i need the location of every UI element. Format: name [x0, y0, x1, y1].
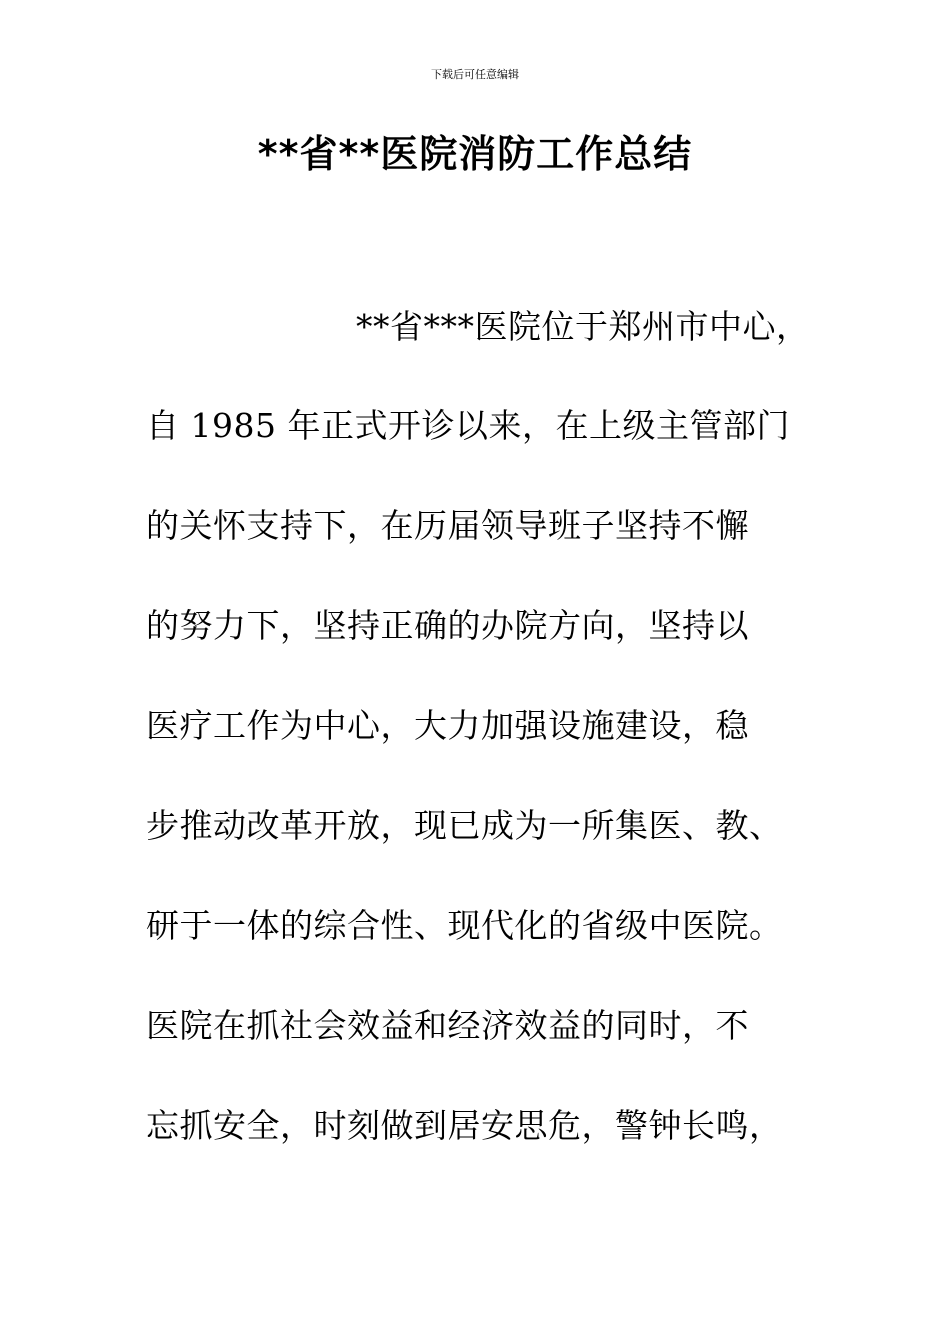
paragraph-line-7: 研于一体的综合性、现代化的省级中医院。	[146, 906, 783, 945]
paragraph-line-9: 忘抓安全，时刻做到居安思危，警钟长鸣，	[146, 1106, 783, 1145]
paragraph-line-8: 医院在抓社会效益和经济效益的同时，不	[146, 1006, 749, 1045]
paragraph-line-3: 的关怀支持下，在历届领导班子坚持不懈	[146, 506, 749, 545]
paragraph-line-6: 步推动改革开放，现已成为一所集医、教、	[146, 806, 783, 845]
paragraph-line-5: 医疗工作为中心，大力加强设施建设，稳	[146, 706, 749, 745]
paragraph-line-1: **省***医院位于郑州市中心，	[356, 307, 810, 346]
document-title: **省**医院消防工作总结	[257, 132, 693, 176]
paragraph-line-4: 的努力下，坚持正确的办院方向，坚持以	[146, 606, 749, 645]
paragraph-line-2: 自 1985 年正式开诊以来，在上级主管部门	[146, 406, 790, 445]
header-note: 下载后可任意编辑	[431, 68, 519, 81]
